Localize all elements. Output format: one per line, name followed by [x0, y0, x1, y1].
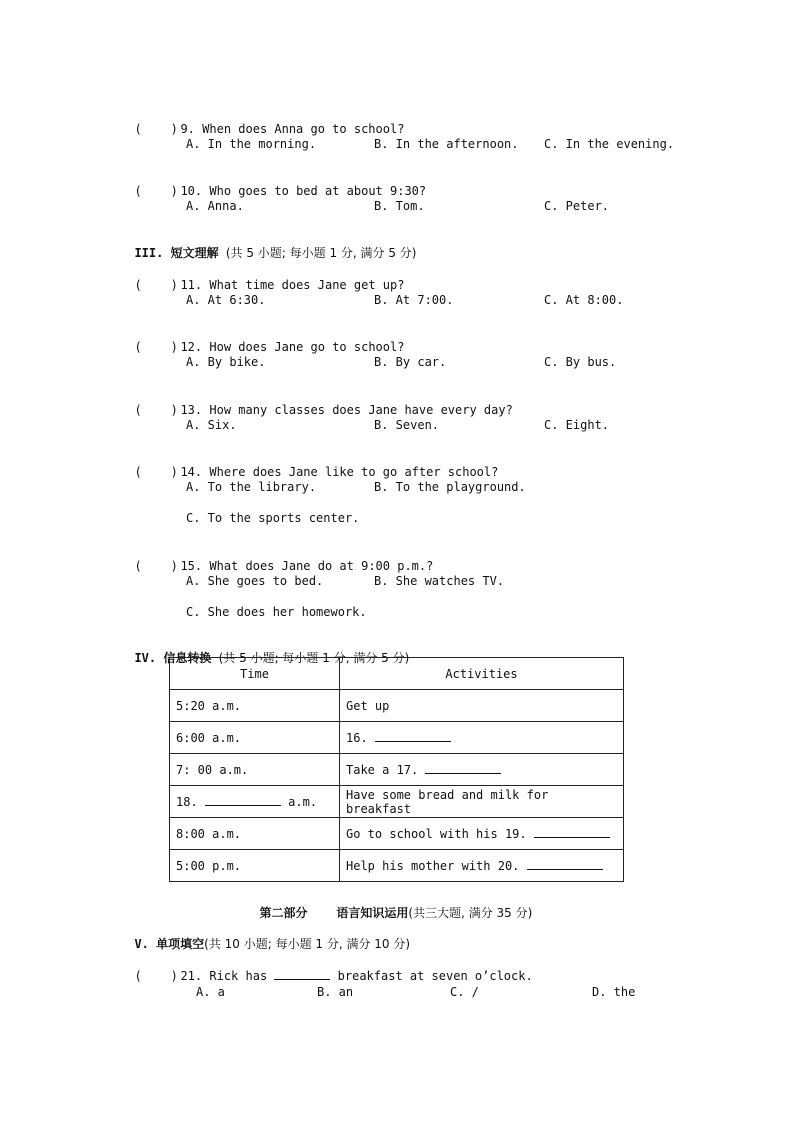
table-header-row: [170, 658, 624, 690]
question-text: What does Jane do at 9:00 p.m.?: [209, 559, 434, 573]
option-c: C. Peter.: [544, 199, 610, 213]
option-a: A. At 6:30.: [186, 293, 266, 307]
part-2-heading: [245, 889, 532, 921]
option-a: A. She goes to bed.: [186, 574, 324, 588]
option-d: D. the: [592, 985, 636, 999]
table-row: [170, 690, 624, 722]
question-number: 14.: [180, 465, 203, 479]
answer-paren: ( ): [134, 122, 178, 136]
section-title: 短文理解: [170, 246, 219, 260]
info-table: [169, 657, 624, 882]
question-text: Who goes to bed at about 9:30?: [209, 184, 427, 198]
answer-blank[interactable]: [205, 794, 281, 806]
question-text-before: Rick has: [209, 969, 268, 983]
option-c: C. Eight.: [544, 418, 610, 432]
option-b: B. Tom.: [374, 199, 425, 213]
answer-blank[interactable]: [527, 858, 603, 870]
question-text-after: breakfast at seven o’clock.: [337, 969, 533, 983]
question-9: [120, 105, 404, 137]
section-note: (共 10 小题; 每小题 1 分, 满分 10 分): [204, 937, 411, 951]
option-a: A. To the library.: [186, 480, 317, 494]
blank-prompt: Help his mother with 20.: [346, 859, 520, 873]
option-c: C. To the sports center.: [186, 511, 360, 525]
answer-paren: ( ): [134, 340, 178, 354]
section-title: 单项填空: [156, 937, 205, 951]
option-b: B. Seven.: [374, 418, 440, 432]
activity-cell: Have some bread and milk for breakfast: [340, 786, 624, 818]
activity-cell: Get up: [340, 690, 624, 722]
section-number: V.: [134, 937, 149, 951]
question-text: How many classes does Jane have every day?: [209, 403, 513, 417]
table-row: [170, 754, 624, 786]
question-number: 9.: [180, 122, 195, 136]
answer-paren: ( ): [134, 184, 178, 198]
time-cell: 8:00 a.m.: [170, 818, 340, 850]
option-b: B. She watches TV.: [374, 574, 505, 588]
option-a: A. a: [196, 985, 225, 999]
answer-paren: ( ): [134, 559, 178, 573]
option-c: C. At 8:00.: [544, 293, 624, 307]
question-number: 11.: [180, 278, 203, 292]
option-b: B. At 7:00.: [374, 293, 454, 307]
section-note: (共 5 小题; 每小题 1 分, 满分 5 分): [225, 246, 417, 260]
blank-prompt: Go to school with his 19.: [346, 827, 527, 841]
question-number: 21.: [180, 969, 203, 983]
section-number: IV.: [134, 651, 157, 665]
option-c: C. She does her homework.: [186, 605, 367, 619]
question-text: How does Jane go to school?: [209, 340, 405, 354]
table-row: [170, 850, 624, 882]
time-cell: 6:00 a.m.: [170, 722, 340, 754]
question-15: [120, 542, 433, 574]
option-b: B. In the afternoon.: [374, 137, 519, 151]
question-21: [120, 952, 533, 984]
question-12: [120, 323, 404, 355]
table-row: [170, 818, 624, 850]
answer-blank[interactable]: [425, 762, 501, 774]
option-c: C. /: [450, 985, 479, 999]
option-b: B. To the playground.: [374, 480, 526, 494]
answer-paren: ( ): [134, 465, 178, 479]
blank-number: 18.: [176, 795, 198, 809]
column-header-activities: Activities: [340, 658, 624, 690]
answer-paren: ( ): [134, 403, 178, 417]
question-14: [120, 448, 498, 480]
answer-paren: ( ): [134, 278, 178, 292]
blank-number: 16.: [346, 731, 368, 745]
option-a: A. In the morning.: [186, 137, 317, 151]
question-text: When does Anna go to school?: [202, 122, 405, 136]
question-text: What time does Jane get up?: [209, 278, 405, 292]
section-number: III.: [134, 246, 164, 260]
answer-blank[interactable]: [274, 968, 330, 980]
section-title: 信息转换: [163, 651, 212, 665]
blank-prompt: Take a 17.: [346, 763, 419, 777]
option-c: C. By bus.: [544, 355, 617, 369]
option-a: A. Six.: [186, 418, 237, 432]
table-row: [170, 786, 624, 818]
question-13: [120, 386, 513, 418]
question-number: 13.: [180, 403, 203, 417]
option-a: A. Anna.: [186, 199, 244, 213]
part-subtitle: 语言知识运用: [336, 906, 409, 920]
part-note: (共三大题, 满分 35 分): [408, 906, 533, 920]
question-11: [120, 261, 404, 293]
answer-blank[interactable]: [375, 730, 451, 742]
option-c: C. In the evening.: [544, 137, 675, 151]
activity-cell: [340, 818, 624, 850]
answer-paren: ( ): [134, 969, 178, 983]
time-cell: [170, 786, 340, 818]
answer-blank[interactable]: [534, 826, 610, 838]
time-cell: 7: 00 a.m.: [170, 754, 340, 786]
section-3-heading: [120, 229, 417, 261]
activity-cell: [340, 722, 624, 754]
table-row: [170, 722, 624, 754]
section-5-heading: [120, 920, 410, 952]
section-note: (共 5 小题; 每小题 1 分, 满分 5 分): [218, 651, 410, 665]
option-a: A. By bike.: [186, 355, 266, 369]
question-number: 10.: [180, 184, 203, 198]
option-b: B. By car.: [374, 355, 447, 369]
activity-cell: [340, 754, 624, 786]
option-b: B. an: [317, 985, 354, 999]
time-cell: 5:00 p.m.: [170, 850, 340, 882]
question-text: Where does Jane like to go after school?: [209, 465, 499, 479]
question-10: [120, 167, 426, 199]
question-number: 15.: [180, 559, 203, 573]
time-suffix: a.m.: [288, 795, 318, 809]
column-header-time: Time: [170, 658, 340, 690]
activity-cell: [340, 850, 624, 882]
question-number: 12.: [180, 340, 203, 354]
part-title: 第二部分: [259, 906, 308, 920]
time-cell: 5:20 a.m.: [170, 690, 340, 722]
